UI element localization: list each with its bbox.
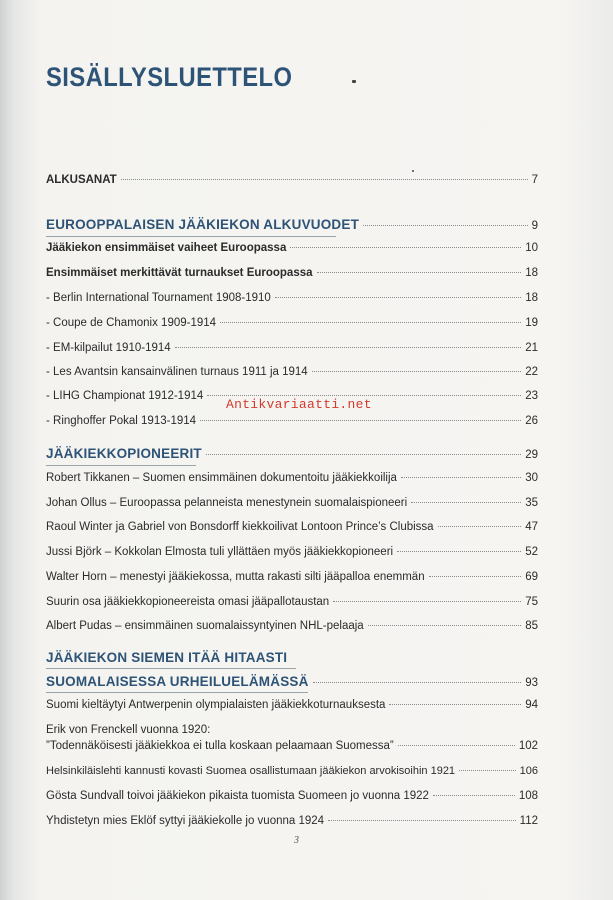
entry-text: Albert Pudas – ensimmäinen suomalaissyntyinen NHL-pelaaja — [46, 620, 364, 632]
entry-page: 108 — [518, 790, 538, 802]
dot-leader — [333, 601, 521, 602]
section-underline — [46, 668, 296, 669]
dot-leader — [313, 682, 522, 683]
toc-entry — [46, 790, 538, 808]
dot-leader — [397, 551, 521, 552]
toc-entry — [46, 342, 538, 360]
entry-page: 35 — [525, 497, 538, 509]
entry-text: Walter Horn – menestyi jääkiekossa, mutta rakasti silti jääpalloa enemmän — [46, 571, 425, 583]
entry-page: 29 — [525, 449, 538, 461]
toc-section-1 — [46, 217, 538, 235]
entry-text: Ensimmäiset merkittävät turnaukset Euroopassa — [46, 267, 313, 279]
dot-leader — [429, 576, 522, 577]
section-heading: EUROOPPALAISEN JÄÄKIEKON ALKUVUODET — [46, 217, 360, 232]
toc-entry — [46, 765, 538, 783]
toc-entry — [46, 267, 538, 285]
entry-page: 52 — [525, 546, 538, 558]
entry-text: Jussi Björk – Kokkolan Elmosta tuli yllättäen myös jääkiekkopioneeri — [46, 546, 394, 558]
entry-page: 22 — [525, 366, 538, 378]
entry-text: Yhdistetyn mies Eklöf syttyi jääkiekolle jo vuonna 1924 — [46, 815, 325, 827]
entry-page: 26 — [525, 415, 538, 427]
dot-leader — [317, 272, 522, 273]
entry-page: 47 — [525, 521, 538, 533]
entry-page: 9 — [531, 220, 538, 232]
dot-leader — [398, 745, 515, 746]
entry-page: 112 — [519, 815, 538, 827]
dot-leader — [368, 625, 522, 626]
entry-text: - LIHG Championat 1912-1914 — [46, 390, 204, 402]
toc-entry — [46, 546, 538, 564]
entry-text: Raoul Winter ja Gabriel von Bonsdorff kiekkoilivat Lontoon Prince’s Clubissa — [46, 521, 434, 533]
toc-entry — [46, 292, 538, 310]
entry-page: 23 — [525, 390, 538, 402]
dot-leader — [433, 795, 515, 796]
entry-page: 75 — [525, 596, 538, 608]
dot-leader — [459, 770, 516, 771]
entry-text: - Les Avantsin kansainvälinen turnaus 1911 ja 1914 — [46, 366, 308, 378]
toc-entry — [46, 699, 538, 717]
entry-page: 94 — [525, 699, 538, 711]
toc-entry — [46, 815, 538, 833]
toc-entry — [46, 366, 538, 384]
dot-leader — [363, 225, 528, 226]
entry-text: Johan Ollus – Euroopassa pelanneista menestynein suomalaispioneeri — [46, 497, 408, 509]
dot-leader — [175, 347, 522, 348]
entry-text: Suomi kieltäytyi Antwerpenin olympialaisten jääkiekkoturnauksesta — [46, 699, 386, 711]
entry-page: 19 — [525, 317, 538, 329]
toc-entry — [46, 596, 538, 614]
section-heading: SUOMALAISESSA URHEILUELÄMÄSSÄ — [46, 674, 309, 689]
entry-text: Gösta Sundvall toivoi jääkiekon pikaista tuomista Suomeen jo vuonna 1922 — [46, 790, 429, 802]
entry-text: - EM-kilpailut 1910-1914 — [46, 342, 171, 354]
page-title: SISÄLLYSLUETTELO — [46, 62, 293, 92]
entry-text: - Berlin International Tournament 1908-1910 — [46, 292, 271, 304]
toc-entry — [46, 497, 538, 515]
section-heading: JÄÄKIEKKOPIONEERIT — [46, 446, 202, 461]
entry-page: 69 — [525, 571, 538, 583]
section-heading-line1: JÄÄKIEKON SIEMEN ITÄÄ HITAASTI — [46, 650, 288, 665]
dot-leader — [290, 247, 521, 248]
dot-leader — [206, 454, 521, 455]
entry-text-line1: Erik von Frenckell vuonna 1920: — [46, 724, 211, 736]
dot-leader — [312, 371, 521, 372]
entry-page: 106 — [519, 765, 538, 777]
dot-leader — [328, 820, 516, 821]
entry-text: Robert Tikkanen – Suomen ensimmäinen dokumentoitu jääkiekkoilija — [46, 472, 397, 484]
section-underline — [46, 236, 336, 237]
watermark-text: Antikvariaatti.net — [226, 397, 372, 412]
toc-entry-alkusanat — [46, 174, 538, 192]
ink-speck — [412, 170, 414, 172]
entry-page: 30 — [525, 472, 538, 484]
toc-entry — [46, 521, 538, 539]
dot-leader — [438, 526, 522, 527]
toc-entry — [46, 415, 538, 433]
toc-entry — [46, 740, 538, 758]
dot-leader — [220, 322, 521, 323]
entry-text: Jääkiekon ensimmäiset vaiheet Euroopassa — [46, 242, 287, 254]
toc-entry — [46, 571, 538, 589]
entry-page: 102 — [518, 740, 538, 752]
toc-entry — [46, 472, 538, 490]
dot-leader — [200, 420, 521, 421]
dot-leader — [411, 502, 521, 503]
toc-section-3 — [46, 674, 538, 692]
entry-text: - Coupe de Chamonix 1909-1914 — [46, 317, 217, 329]
section-underline — [46, 465, 196, 466]
entry-text: Suurin osa jääkiekkopioneereista omasi jääpallotaustan — [46, 596, 330, 608]
entry-page: 93 — [525, 677, 538, 689]
toc-entry — [46, 242, 538, 260]
entry-text: - Ringhoffer Pokal 1913-1914 — [46, 415, 197, 427]
page-number: 3 — [294, 835, 299, 846]
entry-text: ”Todennäköisesti jääkiekkoa ei tulla koskaan pelaamaan Suomessa” — [46, 740, 394, 752]
ink-speck — [352, 80, 356, 83]
entry-page: 21 — [525, 342, 538, 354]
entry-text: Helsinkiläislehti kannusti kovasti Suomea osallistumaan jääkiekon arvokisoihin 1921 — [46, 765, 456, 777]
toc-entry — [46, 620, 538, 638]
entry-page: 85 — [525, 620, 538, 632]
toc-section-2 — [46, 446, 538, 464]
dot-leader — [207, 395, 521, 396]
entry-page: 18 — [525, 267, 538, 279]
section-underline — [46, 692, 308, 693]
entry-text: ALKUSANAT — [46, 174, 117, 186]
entry-page: 7 — [531, 174, 538, 186]
entry-page: 18 — [525, 292, 538, 304]
dot-leader — [275, 297, 521, 298]
dot-leader — [121, 179, 528, 180]
entry-page: 10 — [525, 242, 538, 254]
toc-entry — [46, 317, 538, 335]
dot-leader — [389, 704, 521, 705]
dot-leader — [401, 477, 521, 478]
